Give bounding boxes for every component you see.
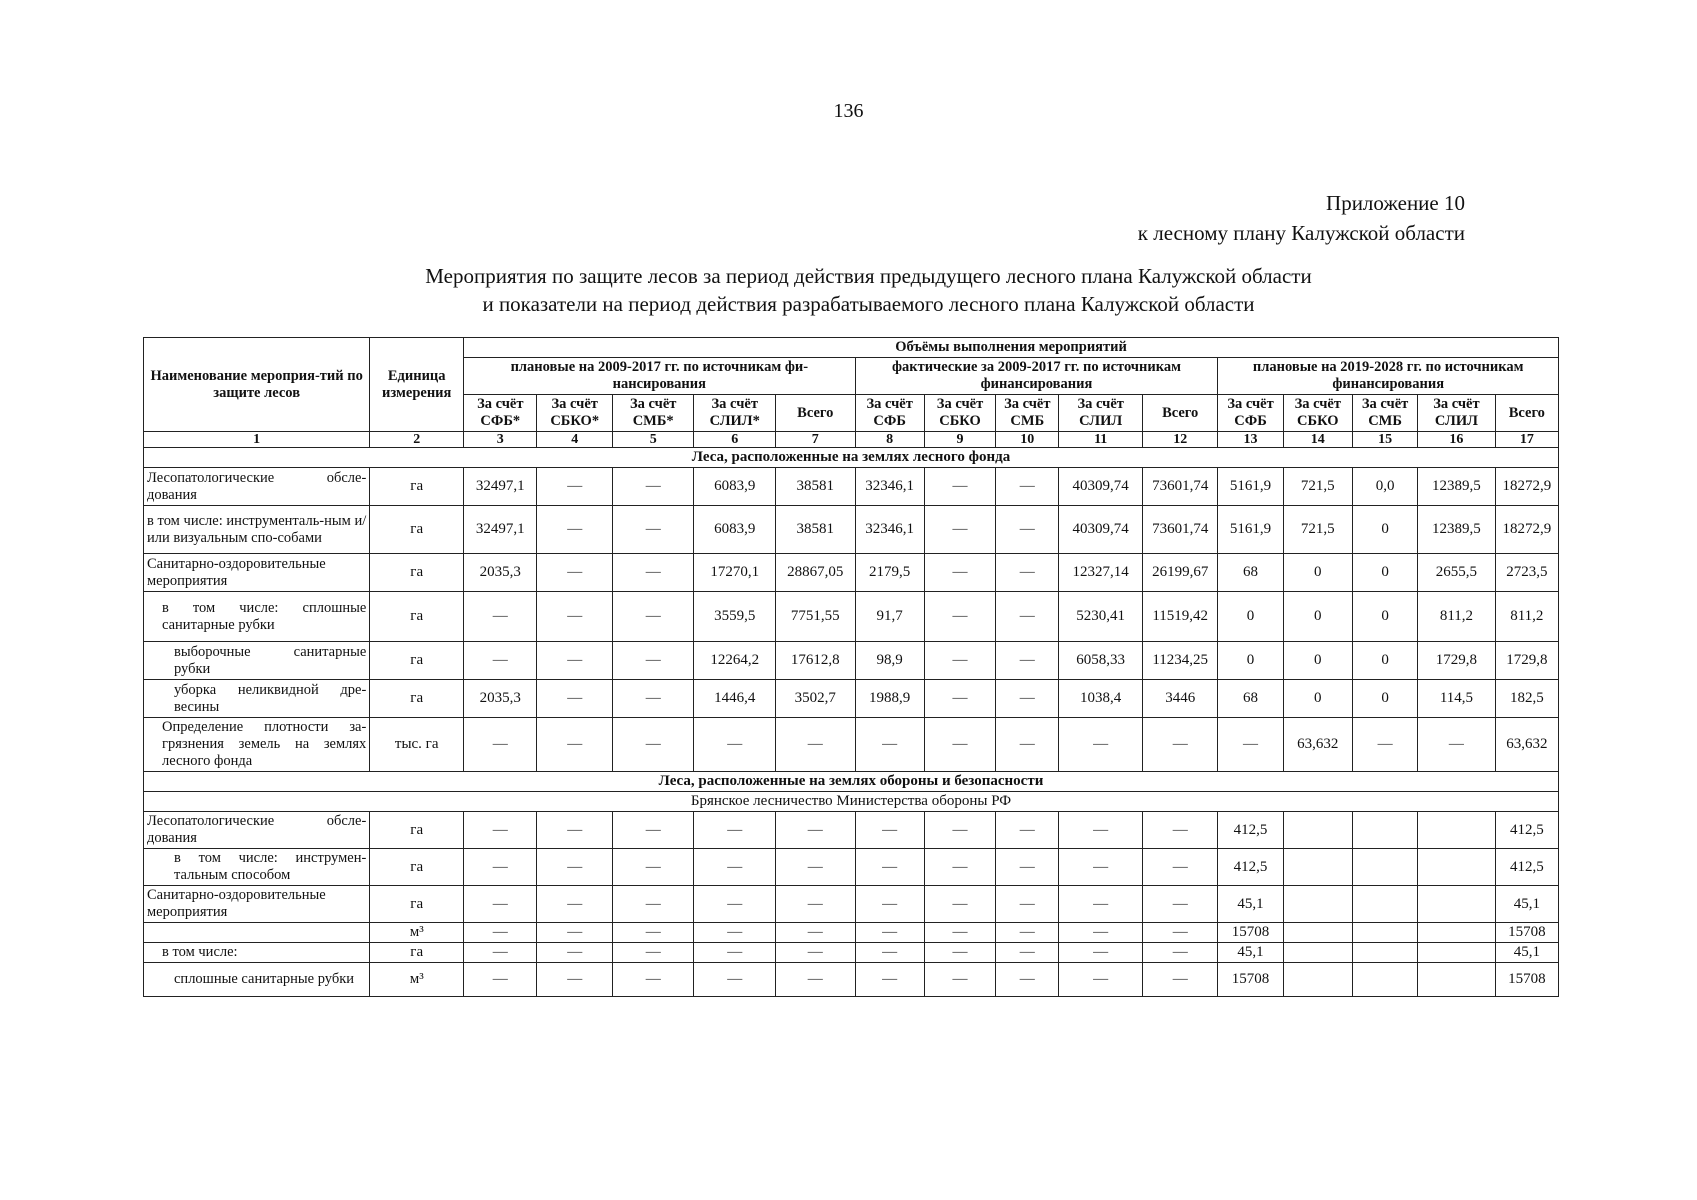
row-value [1418,849,1495,886]
row-name: Санитарно-оздоровительные мероприятия [144,554,370,592]
subheader-cell: За счёт СЛИЛ* [694,395,776,432]
row-value: 63,632 [1283,718,1352,772]
column-number-cell: 9 [924,432,995,448]
row-value: — [1142,943,1217,963]
row-value: — [924,592,995,642]
row-value: 2655,5 [1418,554,1495,592]
row-value: — [1059,849,1143,886]
row-value: 0 [1218,642,1283,680]
row-value [1418,812,1495,849]
row-name: сплошные санитарные рубки [144,963,370,997]
row-value [1283,943,1352,963]
row-value: — [855,963,924,997]
row-value: — [996,963,1059,997]
row-value: — [996,812,1059,849]
row-value: 68 [1218,554,1283,592]
row-value: — [612,886,694,923]
row-value: — [924,943,995,963]
row-value: — [612,718,694,772]
row-value: — [996,506,1059,554]
row-value: — [924,642,995,680]
row-value: 7751,55 [776,592,856,642]
page-number: 136 [833,100,864,122]
row-value: 40309,74 [1059,468,1143,506]
column-number-cell: 10 [996,432,1059,448]
row-unit: га [370,554,464,592]
row-value: 98,9 [855,642,924,680]
column-number-cell: 13 [1218,432,1283,448]
row-value: — [537,718,612,772]
column-number-cell: 12 [1142,432,1217,448]
row-value: 15708 [1218,963,1283,997]
row-value: — [1142,812,1217,849]
appendix-caption [1138,188,1465,248]
row-value: 0 [1283,554,1352,592]
row-value: 45,1 [1218,886,1283,923]
row-value: 2179,5 [855,554,924,592]
row-value: 12327,14 [1059,554,1143,592]
row-value: — [924,680,995,718]
row-value: 38581 [776,506,856,554]
table-row [144,963,1559,997]
row-value: — [1059,963,1143,997]
row-value: 32497,1 [464,506,537,554]
header-unit: Единица измерения [370,338,464,432]
row-value [1418,963,1495,997]
section-defense-lands-cell: Леса, расположенные на землях обороны и безопасности [144,772,1559,792]
row-value: — [694,886,776,923]
row-value: 0 [1352,680,1417,718]
column-number-row [144,432,1559,448]
row-value: 12264,2 [694,642,776,680]
row-value: — [776,886,856,923]
column-number-cell: 17 [1495,432,1558,448]
row-value: — [464,963,537,997]
row-value: — [537,592,612,642]
row-value: — [1142,923,1217,943]
row-value: 38581 [776,468,856,506]
row-value: — [855,812,924,849]
table-row [144,812,1559,849]
row-value: — [855,849,924,886]
header-group-actual-2009: фактические за 2009-2017 гг. по источникам финансирования [855,358,1218,395]
table-row [144,923,1559,943]
subheader-cell: За счёт СБКО [1283,395,1352,432]
row-name: Определение плотности за-грязнения земель на землях лесного фонда [144,718,370,772]
row-value: 0 [1218,592,1283,642]
row-value: 15708 [1218,923,1283,943]
row-value: — [537,812,612,849]
subsection-row [144,792,1559,812]
row-value: — [996,886,1059,923]
row-value: — [924,923,995,943]
row-value: 26199,67 [1142,554,1217,592]
row-value: — [924,718,995,772]
row-value: — [1418,718,1495,772]
row-value: 0 [1283,642,1352,680]
row-value: — [464,642,537,680]
column-number-cell: 14 [1283,432,1352,448]
row-value: — [537,468,612,506]
subheader-cell: За счёт СМБ* [612,395,694,432]
row-value: 182,5 [1495,680,1558,718]
row-value: — [612,506,694,554]
row-value: 18272,9 [1495,506,1558,554]
row-value [1418,923,1495,943]
row-value: 12389,5 [1418,468,1495,506]
row-value: — [1059,812,1143,849]
column-number-cell: 11 [1059,432,1143,448]
table-row [144,554,1559,592]
row-unit: га [370,849,464,886]
row-value: — [996,718,1059,772]
row-value: — [464,592,537,642]
row-value: — [1142,718,1217,772]
row-value: 6058,33 [1059,642,1143,680]
column-number-cell: 8 [855,432,924,448]
row-value: 114,5 [1418,680,1495,718]
table-row [144,718,1559,772]
row-value: 0 [1352,592,1417,642]
row-value: — [537,849,612,886]
row-value: 40309,74 [1059,506,1143,554]
row-value: 11519,42 [1142,592,1217,642]
row-value: — [776,849,856,886]
row-unit: м³ [370,963,464,997]
row-value: — [924,886,995,923]
row-unit: га [370,642,464,680]
row-value: 5161,9 [1218,468,1283,506]
row-value: 1038,4 [1059,680,1143,718]
subheader-cell: За счёт СФБ* [464,395,537,432]
row-value: 32497,1 [464,468,537,506]
row-value [1418,886,1495,923]
row-value [1418,943,1495,963]
row-value: — [612,849,694,886]
row-unit: га [370,886,464,923]
subheader-cell: За счёт СЛИЛ [1418,395,1495,432]
table-row [144,592,1559,642]
row-value: 17612,8 [776,642,856,680]
subheader-cell: За счёт СБКО [924,395,995,432]
row-value: 412,5 [1495,812,1558,849]
row-value: — [694,812,776,849]
row-value [1352,812,1417,849]
row-value: — [996,943,1059,963]
table-row [144,849,1559,886]
row-value: — [464,886,537,923]
subheader-cell: За счёт СФБ [855,395,924,432]
row-value: — [464,923,537,943]
row-value: — [1142,886,1217,923]
row-value: — [1218,718,1283,772]
title-line-2: и показатели на период действия разрабатываемого лесного плана Калужской области [482,292,1255,316]
row-value: — [694,943,776,963]
row-value [1283,886,1352,923]
row-value: — [537,886,612,923]
row-value: — [464,943,537,963]
row-value: — [776,812,856,849]
row-value: — [924,506,995,554]
row-value: — [694,849,776,886]
row-value [1283,923,1352,943]
row-value: 0,0 [1352,468,1417,506]
row-unit: м³ [370,923,464,943]
row-name: в том числе: инструмен-тальным способом [144,849,370,886]
table-row [144,506,1559,554]
row-value: — [776,718,856,772]
subheader-cell: Всего [776,395,856,432]
row-value: — [924,849,995,886]
row-value: 18272,9 [1495,468,1558,506]
row-unit: га [370,506,464,554]
row-value: — [1059,718,1143,772]
table-row [144,642,1559,680]
row-value: — [694,923,776,943]
subheader-cell: За счёт СБКО* [537,395,612,432]
row-value: 5161,9 [1218,506,1283,554]
row-value: — [612,592,694,642]
row-value [1352,943,1417,963]
subheader-cell: За счёт СЛИЛ [1059,395,1143,432]
row-value: 28867,05 [776,554,856,592]
row-value: — [996,642,1059,680]
row-value: — [1059,943,1143,963]
row-value: 45,1 [1495,943,1558,963]
row-value [1283,849,1352,886]
column-number-cell: 4 [537,432,612,448]
row-value: 5230,41 [1059,592,1143,642]
row-value: 73601,74 [1142,506,1217,554]
row-value: — [612,812,694,849]
header-name: Наименование мероприя-тий по защите лесов [144,338,370,432]
row-value: 1988,9 [855,680,924,718]
table-row [144,468,1559,506]
row-value [1352,963,1417,997]
row-value [1352,849,1417,886]
row-value: 2035,3 [464,680,537,718]
row-value: — [694,718,776,772]
row-value: — [996,849,1059,886]
section-forest-fund-cell: Леса, расположенные на землях лесного фонда [144,448,1559,468]
row-value: 12389,5 [1418,506,1495,554]
row-value: — [1059,923,1143,943]
subheader-cell: Всего [1142,395,1217,432]
row-value: 0 [1283,592,1352,642]
row-value: — [537,680,612,718]
row-value: — [464,849,537,886]
row-value: 6083,9 [694,506,776,554]
row-value: 32346,1 [855,468,924,506]
row-value: — [694,963,776,997]
row-value: — [537,943,612,963]
row-value [1352,923,1417,943]
column-number-cell: 16 [1418,432,1495,448]
row-name [144,923,370,943]
forest-protection-table [143,337,1559,997]
row-value: 721,5 [1283,506,1352,554]
row-value: — [537,642,612,680]
row-value: 15708 [1495,923,1558,943]
column-number-cell: 6 [694,432,776,448]
row-value: — [612,963,694,997]
row-value: 45,1 [1218,943,1283,963]
row-value: — [612,554,694,592]
column-number-cell: 5 [612,432,694,448]
row-value: 3446 [1142,680,1217,718]
row-value [1352,886,1417,923]
column-number-cell: 2 [370,432,464,448]
header-group-planned-2019: плановые на 2019-2028 гг. по источникам финансирования [1218,358,1559,395]
row-unit: га [370,592,464,642]
row-value: — [1142,849,1217,886]
row-value: 45,1 [1495,886,1558,923]
row-name: Санитарно-оздоровительные мероприятия [144,886,370,923]
row-value [1283,812,1352,849]
row-value: — [855,923,924,943]
row-value: — [537,554,612,592]
row-value: 1729,8 [1418,642,1495,680]
row-value: — [855,718,924,772]
row-value: — [855,886,924,923]
row-value: — [612,642,694,680]
row-value: 6083,9 [694,468,776,506]
row-value: — [1059,886,1143,923]
header-volumes: Объёмы выполнения мероприятий [464,338,1559,358]
row-unit: га [370,943,464,963]
row-name: выборочные санитарные рубки [144,642,370,680]
row-value: — [537,506,612,554]
row-value: — [612,923,694,943]
subsection-cell: Брянское лесничество Министерства обороны РФ [144,792,1559,812]
subheader-cell: За счёт СМБ [996,395,1059,432]
subheader-cell: За счёт СМБ [1352,395,1417,432]
row-value: 2035,3 [464,554,537,592]
row-value: — [612,468,694,506]
row-value: — [1352,718,1417,772]
row-value: — [924,812,995,849]
row-value: 811,2 [1418,592,1495,642]
row-value: — [996,554,1059,592]
column-number-cell: 1 [144,432,370,448]
row-value: 91,7 [855,592,924,642]
row-name: Лесопатологические обсле-дования [144,812,370,849]
subheader-cell: За счёт СФБ [1218,395,1283,432]
row-unit: га [370,812,464,849]
row-value: 811,2 [1495,592,1558,642]
column-number-cell: 15 [1352,432,1417,448]
section-defense-lands [144,772,1559,792]
table-row [144,943,1559,963]
row-value [1283,963,1352,997]
row-value: — [776,963,856,997]
row-value: — [537,923,612,943]
row-value: 1446,4 [694,680,776,718]
row-unit: тыс. га [370,718,464,772]
table-row [144,680,1559,718]
row-value: 412,5 [1495,849,1558,886]
appendix-line-2: к лесному плану Калужской области [1137,221,1465,245]
appendix-line-1: Приложение 10 [1326,191,1465,215]
row-value: — [464,718,537,772]
table-row [144,886,1559,923]
row-value: 412,5 [1218,849,1283,886]
row-value: 0 [1283,680,1352,718]
row-value: 15708 [1495,963,1558,997]
row-value: — [996,923,1059,943]
row-name: в том числе: инструменталь-ным и/или визуальным спо-собами [144,506,370,554]
row-value: 412,5 [1218,812,1283,849]
row-value: — [464,812,537,849]
row-value: 2723,5 [1495,554,1558,592]
row-value: — [924,554,995,592]
row-value: — [924,468,995,506]
row-value: — [537,963,612,997]
table-body [144,448,1559,997]
row-value: 32346,1 [855,506,924,554]
header-group-planned-2009: плановые на 2009-2017 гг. по источникам фи-нансирования [464,358,855,395]
row-value: — [612,943,694,963]
row-value: 0 [1352,642,1417,680]
row-value: — [1142,963,1217,997]
row-value: 3502,7 [776,680,856,718]
row-value: 73601,74 [1142,468,1217,506]
row-name: в том числе: [144,943,370,963]
row-value: 1729,8 [1495,642,1558,680]
row-value: 0 [1352,554,1417,592]
row-value: 11234,25 [1142,642,1217,680]
row-value: 17270,1 [694,554,776,592]
column-number-cell: 3 [464,432,537,448]
row-value: 3559,5 [694,592,776,642]
row-unit: га [370,468,464,506]
row-value: — [855,943,924,963]
row-value: 63,632 [1495,718,1558,772]
row-value: — [776,923,856,943]
document-title [0,262,1697,318]
row-name: уборка неликвидной дре-весины [144,680,370,718]
row-value: — [924,963,995,997]
section-forest-fund [144,448,1559,468]
row-name: Лесопатологические обсле-дования [144,468,370,506]
column-number-cell: 7 [776,432,856,448]
row-value: — [996,680,1059,718]
row-value: — [996,468,1059,506]
row-value: 68 [1218,680,1283,718]
row-unit: га [370,680,464,718]
subheader-cell: Всего [1495,395,1558,432]
row-name: в том числе: сплошные санитарные рубки [144,592,370,642]
title-line-1: Мероприятия по защите лесов за период действия предыдущего лесного плана Калужской области [425,264,1312,288]
row-value: — [612,680,694,718]
row-value: 721,5 [1283,468,1352,506]
row-value: — [776,943,856,963]
row-value: 0 [1352,506,1417,554]
row-value: — [996,592,1059,642]
